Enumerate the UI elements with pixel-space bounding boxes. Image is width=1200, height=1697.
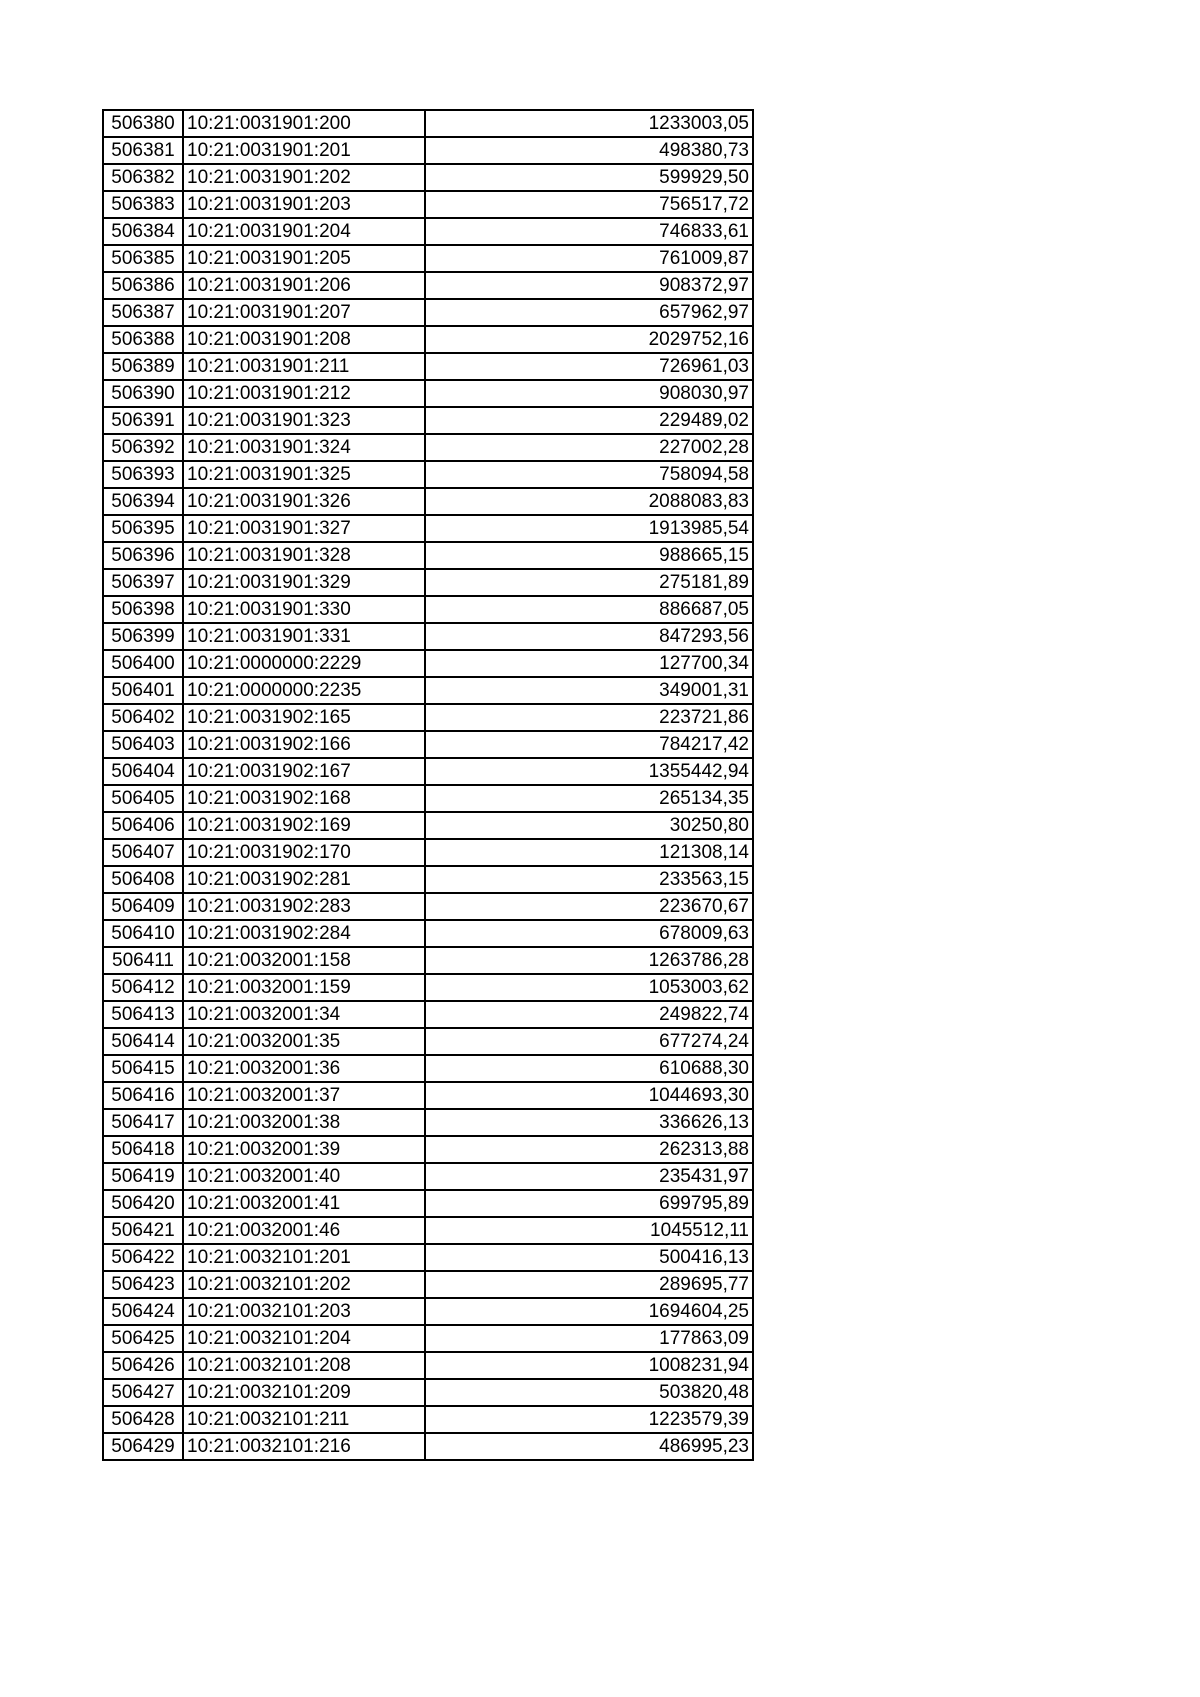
cadastral-number-cell: 10:21:0032101:209 [183, 1379, 425, 1406]
row-id-cell: 506426 [103, 1352, 183, 1379]
table-row [103, 920, 753, 947]
cadastral-number-cell: 10:21:0032001:36 [183, 1055, 425, 1082]
row-id-cell: 506411 [103, 947, 183, 974]
row-id-cell: 506380 [103, 110, 183, 137]
value-cell: 1355442,94 [425, 758, 753, 785]
row-id-cell: 506421 [103, 1217, 183, 1244]
row-id-cell: 506392 [103, 434, 183, 461]
value-cell: 784217,42 [425, 731, 753, 758]
row-id-cell: 506410 [103, 920, 183, 947]
value-cell: 249822,74 [425, 1001, 753, 1028]
cadastral-number-cell: 10:21:0031901:206 [183, 272, 425, 299]
row-id-cell: 506387 [103, 299, 183, 326]
value-cell: 1913985,54 [425, 515, 753, 542]
cadastral-number-cell: 10:21:0031901:201 [183, 137, 425, 164]
row-id-cell: 506399 [103, 623, 183, 650]
cadastral-number-cell: 10:21:0031901:207 [183, 299, 425, 326]
table-row [103, 110, 753, 137]
row-id-cell: 506397 [103, 569, 183, 596]
value-cell: 726961,03 [425, 353, 753, 380]
cadastral-number-cell: 10:21:0031901:328 [183, 542, 425, 569]
cadastral-number-cell: 10:21:0031901:208 [183, 326, 425, 353]
value-cell: 1694604,25 [425, 1298, 753, 1325]
cadastral-number-cell: 10:21:0031901:203 [183, 191, 425, 218]
row-id-cell: 506408 [103, 866, 183, 893]
row-id-cell: 506402 [103, 704, 183, 731]
table-row [103, 1406, 753, 1433]
cadastral-number-cell: 10:21:0032001:159 [183, 974, 425, 1001]
table-row [103, 1433, 753, 1460]
row-id-cell: 506415 [103, 1055, 183, 1082]
row-id-cell: 506429 [103, 1433, 183, 1460]
table-row [103, 947, 753, 974]
value-cell: 886687,05 [425, 596, 753, 623]
cadastral-number-cell: 10:21:0031901:211 [183, 353, 425, 380]
row-id-cell: 506424 [103, 1298, 183, 1325]
cadastral-number-cell: 10:21:0032001:46 [183, 1217, 425, 1244]
cadastral-number-cell: 10:21:0032001:158 [183, 947, 425, 974]
table-row [103, 164, 753, 191]
table-row [103, 1001, 753, 1028]
value-cell: 233563,15 [425, 866, 753, 893]
value-cell: 262313,88 [425, 1136, 753, 1163]
cadastral-number-cell: 10:21:0031901:331 [183, 623, 425, 650]
row-id-cell: 506423 [103, 1271, 183, 1298]
value-cell: 1053003,62 [425, 974, 753, 1001]
cadastral-number-cell: 10:21:0032001:40 [183, 1163, 425, 1190]
cadastral-number-cell: 10:21:0032001:34 [183, 1001, 425, 1028]
cadastral-number-cell: 10:21:0031902:166 [183, 731, 425, 758]
table-row [103, 434, 753, 461]
table-row [103, 677, 753, 704]
value-cell: 275181,89 [425, 569, 753, 596]
row-id-cell: 506401 [103, 677, 183, 704]
value-cell: 486995,23 [425, 1433, 753, 1460]
row-id-cell: 506406 [103, 812, 183, 839]
row-id-cell: 506403 [103, 731, 183, 758]
row-id-cell: 506405 [103, 785, 183, 812]
value-cell: 127700,34 [425, 650, 753, 677]
value-cell: 678009,63 [425, 920, 753, 947]
value-cell: 2088083,83 [425, 488, 753, 515]
value-cell: 1223579,39 [425, 1406, 753, 1433]
cadastral-number-cell: 10:21:0000000:2235 [183, 677, 425, 704]
row-id-cell: 506407 [103, 839, 183, 866]
table-row [103, 1109, 753, 1136]
row-id-cell: 506412 [103, 974, 183, 1001]
row-id-cell: 506414 [103, 1028, 183, 1055]
table-row [103, 1190, 753, 1217]
cadastral-number-cell: 10:21:0031902:170 [183, 839, 425, 866]
row-id-cell: 506418 [103, 1136, 183, 1163]
cadastral-number-cell: 10:21:0031901:323 [183, 407, 425, 434]
row-id-cell: 506386 [103, 272, 183, 299]
table-row [103, 650, 753, 677]
row-id-cell: 506388 [103, 326, 183, 353]
cadastral-number-cell: 10:21:0032101:211 [183, 1406, 425, 1433]
value-cell: 121308,14 [425, 839, 753, 866]
value-cell: 227002,28 [425, 434, 753, 461]
cadastral-number-cell: 10:21:0032001:35 [183, 1028, 425, 1055]
table-row [103, 1379, 753, 1406]
row-id-cell: 506393 [103, 461, 183, 488]
cadastral-number-cell: 10:21:0031901:327 [183, 515, 425, 542]
table-row [103, 299, 753, 326]
cadastral-number-cell: 10:21:0031901:205 [183, 245, 425, 272]
table-row [103, 623, 753, 650]
row-id-cell: 506420 [103, 1190, 183, 1217]
row-id-cell: 506384 [103, 218, 183, 245]
cadastral-number-cell: 10:21:0032101:208 [183, 1352, 425, 1379]
value-cell: 265134,35 [425, 785, 753, 812]
row-id-cell: 506419 [103, 1163, 183, 1190]
row-id-cell: 506427 [103, 1379, 183, 1406]
cadastral-number-cell: 10:21:0032001:39 [183, 1136, 425, 1163]
row-id-cell: 506409 [103, 893, 183, 920]
table-row [103, 866, 753, 893]
cadastral-number-cell: 10:21:0031901:204 [183, 218, 425, 245]
cadastral-number-cell: 10:21:0032101:203 [183, 1298, 425, 1325]
value-cell: 500416,13 [425, 1244, 753, 1271]
value-cell: 1263786,28 [425, 947, 753, 974]
cadastral-number-cell: 10:21:0031901:212 [183, 380, 425, 407]
row-id-cell: 506389 [103, 353, 183, 380]
cadastral-number-cell: 10:21:0032101:216 [183, 1433, 425, 1460]
value-cell: 761009,87 [425, 245, 753, 272]
table-row [103, 1271, 753, 1298]
row-id-cell: 506400 [103, 650, 183, 677]
table-row [103, 731, 753, 758]
table-row [103, 515, 753, 542]
cadastral-number-cell: 10:21:0032001:38 [183, 1109, 425, 1136]
table-row [103, 1325, 753, 1352]
cadastral-number-cell: 10:21:0031902:281 [183, 866, 425, 893]
value-cell: 498380,73 [425, 137, 753, 164]
cadastral-number-cell: 10:21:0032101:202 [183, 1271, 425, 1298]
table-row [103, 839, 753, 866]
table-row [103, 407, 753, 434]
row-id-cell: 506417 [103, 1109, 183, 1136]
table-row [103, 1136, 753, 1163]
table-row [103, 353, 753, 380]
row-id-cell: 506395 [103, 515, 183, 542]
table-row [103, 326, 753, 353]
value-cell: 2029752,16 [425, 326, 753, 353]
row-id-cell: 506385 [103, 245, 183, 272]
table-row [103, 1082, 753, 1109]
cadastral-number-cell: 10:21:0032001:41 [183, 1190, 425, 1217]
value-cell: 30250,80 [425, 812, 753, 839]
cadastral-number-cell: 10:21:0031902:168 [183, 785, 425, 812]
value-cell: 336626,13 [425, 1109, 753, 1136]
table-row [103, 461, 753, 488]
row-id-cell: 506413 [103, 1001, 183, 1028]
row-id-cell: 506391 [103, 407, 183, 434]
value-cell: 758094,58 [425, 461, 753, 488]
cadastral-number-cell: 10:21:0031901:202 [183, 164, 425, 191]
table-row [103, 893, 753, 920]
table-body [103, 110, 753, 1460]
value-cell: 1044693,30 [425, 1082, 753, 1109]
table-row [103, 785, 753, 812]
row-id-cell: 506416 [103, 1082, 183, 1109]
value-cell: 657962,97 [425, 299, 753, 326]
table-row [103, 596, 753, 623]
cadastral-number-cell: 10:21:0032001:37 [183, 1082, 425, 1109]
row-id-cell: 506404 [103, 758, 183, 785]
row-id-cell: 506382 [103, 164, 183, 191]
row-id-cell: 506425 [103, 1325, 183, 1352]
cadastral-number-cell: 10:21:0031902:165 [183, 704, 425, 731]
table-row [103, 812, 753, 839]
value-cell: 177863,09 [425, 1325, 753, 1352]
table-row [103, 245, 753, 272]
value-cell: 699795,89 [425, 1190, 753, 1217]
table-row [103, 974, 753, 1001]
row-id-cell: 506428 [103, 1406, 183, 1433]
value-cell: 847293,56 [425, 623, 753, 650]
row-id-cell: 506383 [103, 191, 183, 218]
table-row [103, 542, 753, 569]
value-cell: 1045512,11 [425, 1217, 753, 1244]
table-row [103, 1028, 753, 1055]
table-row [103, 1217, 753, 1244]
value-cell: 610688,30 [425, 1055, 753, 1082]
cadastral-number-cell: 10:21:0000000:2229 [183, 650, 425, 677]
cadastral-number-cell: 10:21:0031902:169 [183, 812, 425, 839]
cadastral-number-cell: 10:21:0031901:329 [183, 569, 425, 596]
value-cell: 1233003,05 [425, 110, 753, 137]
value-cell: 1008231,94 [425, 1352, 753, 1379]
data-table [102, 109, 754, 1461]
value-cell: 908372,97 [425, 272, 753, 299]
value-cell: 677274,24 [425, 1028, 753, 1055]
value-cell: 599929,50 [425, 164, 753, 191]
cadastral-number-cell: 10:21:0031901:200 [183, 110, 425, 137]
table-row [103, 488, 753, 515]
value-cell: 289695,77 [425, 1271, 753, 1298]
cadastral-number-cell: 10:21:0031902:167 [183, 758, 425, 785]
table-row [103, 758, 753, 785]
table-row [103, 1298, 753, 1325]
value-cell: 229489,02 [425, 407, 753, 434]
table-row [103, 1352, 753, 1379]
table-row [103, 1163, 753, 1190]
row-id-cell: 506390 [103, 380, 183, 407]
table-row [103, 704, 753, 731]
value-cell: 756517,72 [425, 191, 753, 218]
value-cell: 235431,97 [425, 1163, 753, 1190]
table-row [103, 218, 753, 245]
row-id-cell: 506398 [103, 596, 183, 623]
value-cell: 908030,97 [425, 380, 753, 407]
cadastral-number-cell: 10:21:0031902:283 [183, 893, 425, 920]
cadastral-number-cell: 10:21:0031901:324 [183, 434, 425, 461]
cadastral-number-cell: 10:21:0032101:201 [183, 1244, 425, 1271]
row-id-cell: 506394 [103, 488, 183, 515]
value-cell: 746833,61 [425, 218, 753, 245]
table-row [103, 1055, 753, 1082]
cadastral-number-cell: 10:21:0031902:284 [183, 920, 425, 947]
row-id-cell: 506381 [103, 137, 183, 164]
cadastral-number-cell: 10:21:0031901:326 [183, 488, 425, 515]
value-cell: 223721,86 [425, 704, 753, 731]
table-row [103, 272, 753, 299]
value-cell: 503820,48 [425, 1379, 753, 1406]
table-row [103, 380, 753, 407]
row-id-cell: 506422 [103, 1244, 183, 1271]
value-cell: 223670,67 [425, 893, 753, 920]
value-cell: 349001,31 [425, 677, 753, 704]
table-row [103, 191, 753, 218]
cadastral-number-cell: 10:21:0031901:330 [183, 596, 425, 623]
table-row [103, 569, 753, 596]
table-row [103, 1244, 753, 1271]
cadastral-number-cell: 10:21:0031901:325 [183, 461, 425, 488]
table-row [103, 137, 753, 164]
cadastral-number-cell: 10:21:0032101:204 [183, 1325, 425, 1352]
row-id-cell: 506396 [103, 542, 183, 569]
value-cell: 988665,15 [425, 542, 753, 569]
